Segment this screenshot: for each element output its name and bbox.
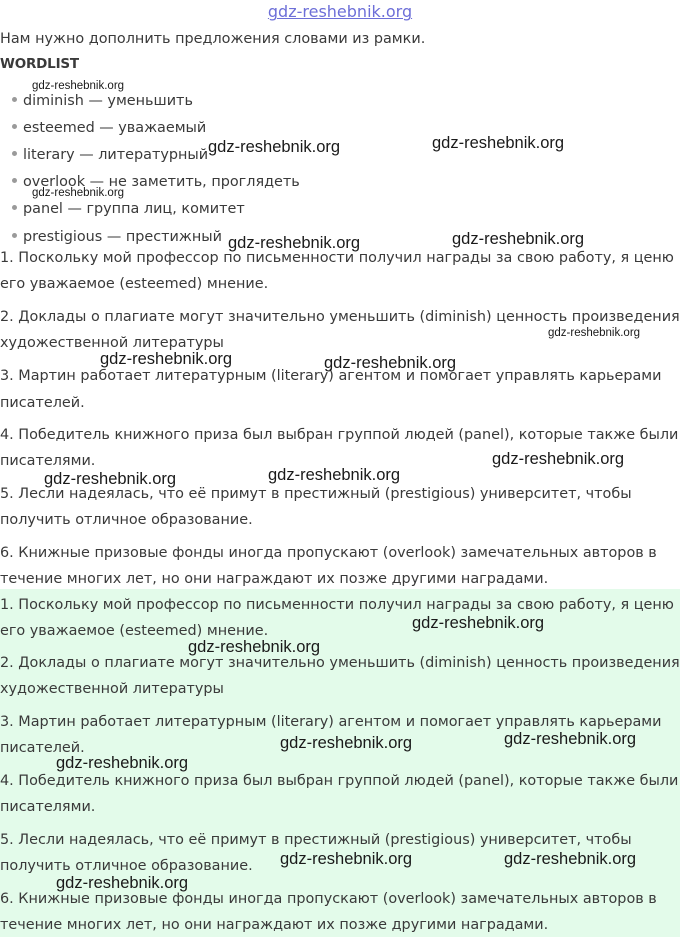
wordlist-heading: WORDLIST bbox=[0, 56, 79, 72]
bullet-icon bbox=[12, 124, 17, 129]
watermark: gdz-reshebnik.org bbox=[188, 638, 321, 656]
watermark: gdz-reshebnik.org bbox=[504, 850, 637, 868]
watermark: gdz-reshebnik.org bbox=[56, 874, 189, 892]
answer-line: 2. Доклады о плагиате могут значительно уменьшить (diminish) ценность произведения bbox=[0, 655, 680, 671]
bullet-icon bbox=[12, 178, 17, 183]
wordlist-item: panel — группа лиц, комитет bbox=[12, 199, 245, 219]
watermark: gdz-reshebnik.org bbox=[56, 754, 189, 772]
bullet-icon bbox=[12, 97, 17, 102]
site-link[interactable]: gdz-reshebnik.org bbox=[267, 2, 413, 21]
watermark: gdz-reshebnik.org bbox=[32, 80, 125, 92]
watermark: gdz-reshebnik.org bbox=[100, 350, 233, 368]
answer-line: художественной литературы bbox=[0, 681, 224, 697]
wordlist-item: overlook — не заметить, проглядеть bbox=[12, 172, 300, 192]
watermark: gdz-reshebnik.org bbox=[492, 450, 625, 468]
watermark: gdz-reshebnik.org bbox=[32, 187, 125, 199]
sentence-line: получить отличное образование. bbox=[0, 512, 253, 528]
watermark: gdz-reshebnik.org bbox=[44, 470, 177, 488]
answer-line: 1. Поскольку мой профессор по письменности получил награды за свою работу, я ценю bbox=[0, 597, 674, 613]
answer-line: писателями. bbox=[0, 799, 96, 815]
watermark: gdz-reshebnik.org bbox=[548, 327, 641, 339]
watermark: gdz-reshebnik.org bbox=[504, 730, 637, 748]
wordlist-item: diminish — уменьшить bbox=[12, 91, 193, 111]
bullet-icon bbox=[12, 233, 17, 238]
sentence-line: течение многих лет, но они награждают их позже другими наградами. bbox=[0, 571, 549, 587]
answer-line: 5. Лесли надеялась, что её примут в престижный (prestigious) университет, чтобы bbox=[0, 832, 632, 848]
sentence-line: 4. Победитель книжного приза был выбран группой людей (panel), которые также были bbox=[0, 427, 679, 443]
answer-line: 3. Мартин работает литературным (literary) агентом и помогает управлять карьерами bbox=[0, 714, 662, 730]
answer-line: течение многих лет, но они награждают их позже другими наградами. bbox=[0, 917, 549, 933]
watermark: gdz-reshebnik.org bbox=[324, 354, 457, 372]
wordlist-item: prestigious — престижный bbox=[12, 227, 222, 247]
watermark: gdz-reshebnik.org bbox=[412, 614, 545, 632]
sentence-line: 6. Книжные призовые фонды иногда пропускают (overlook) замечательных авторов в bbox=[0, 545, 657, 561]
bullet-icon bbox=[12, 151, 17, 156]
sentence-line: 2. Доклады о плагиате могут значительно уменьшить (diminish) ценность произведения bbox=[0, 309, 680, 325]
sentence-line: 1. Поскольку мой профессор по письменности получил награды за свою работу, я ценю bbox=[0, 250, 674, 266]
sentence-line: художественной литературы bbox=[0, 335, 224, 351]
answer-line: 4. Победитель книжного приза был выбран группой людей (panel), которые также были bbox=[0, 773, 679, 789]
bullet-icon bbox=[12, 205, 17, 210]
watermark: gdz-reshebnik.org bbox=[452, 230, 585, 248]
watermark: gdz-reshebnik.org bbox=[432, 134, 565, 152]
watermark: gdz-reshebnik.org bbox=[280, 734, 413, 752]
watermark: gdz-reshebnik.org bbox=[208, 138, 341, 156]
answer-line: его уважаемое (esteemed) мнение. bbox=[0, 623, 269, 639]
sentence-line: 3. Мартин работает литературным (literary) агентом и помогает управлять карьерами bbox=[0, 368, 662, 384]
watermark: gdz-reshebnik.org bbox=[280, 850, 413, 868]
sentence-line: писателями. bbox=[0, 453, 96, 469]
sentence-line: его уважаемое (esteemed) мнение. bbox=[0, 276, 269, 292]
sentence-line: писателей. bbox=[0, 395, 85, 411]
sentence-line: 5. Лесли надеялась, что её примут в престижный (prestigious) университет, чтобы bbox=[0, 486, 632, 502]
watermark: gdz-reshebnik.org bbox=[268, 466, 401, 484]
watermark: gdz-reshebnik.org bbox=[228, 234, 361, 252]
wordlist-item: literary — литературный bbox=[12, 145, 208, 165]
answer-line: получить отличное образование. bbox=[0, 858, 253, 874]
wordlist-item: esteemed — уважаемый bbox=[12, 118, 206, 138]
answer-line: писателей. bbox=[0, 740, 85, 756]
answer-line: 6. Книжные призовые фонды иногда пропускают (overlook) замечательных авторов в bbox=[0, 891, 657, 907]
intro-text: Нам нужно дополнить предложения словами из рамки. bbox=[0, 31, 426, 47]
